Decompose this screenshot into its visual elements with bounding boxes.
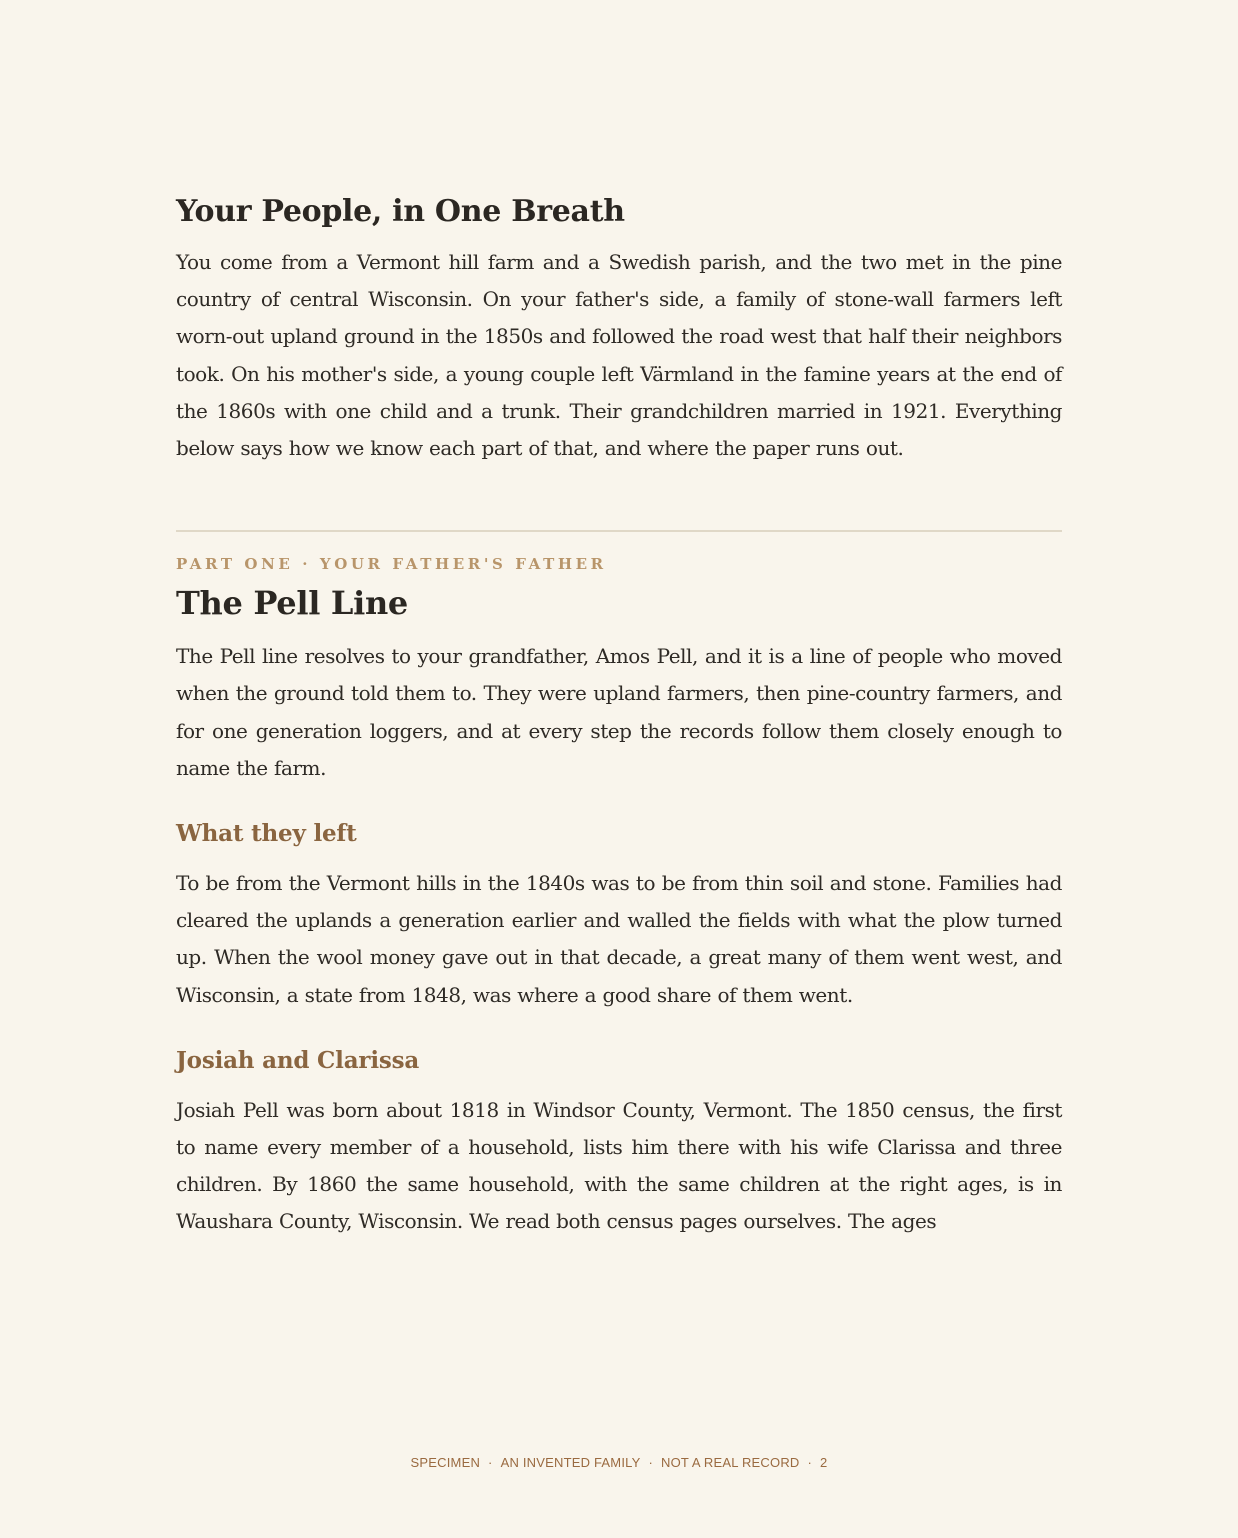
footer-separator: · xyxy=(807,1455,813,1470)
footer-invented-family: AN INVENTED FAMILY xyxy=(500,1455,641,1470)
subsection-heading-what-they-left: What they left xyxy=(176,820,357,848)
part-eyebrow: PART ONE · YOUR FATHER'S FATHER xyxy=(176,555,607,574)
footer-specimen: SPECIMEN xyxy=(410,1455,481,1470)
summary-title: Your People, in One Breath xyxy=(176,194,625,229)
footer-separator: · xyxy=(648,1455,653,1470)
subsection-paragraph-josiah-and-clarissa: Josiah Pell was born about 1818 in Windsor County, Vermont. The 1850 census, the first to name every member of a household, lists him there with his wife Clarissa and three children. By 1860 the same household, with the same children at the right ages, is in Waushara County, Wisconsin. We read both census pages ourselves. The ages xyxy=(176,1097,1062,1234)
footer-not-real-record: NOT A REAL RECORD xyxy=(661,1455,800,1470)
summary-paragraph: You come from a Vermont hill farm and a Swedish parish, and the two met in the pine country of central Wisconsin. On your father's side, a family of stone-wall farmers left worn-out upland ground in the 1850s and followed the road west that half their neighbors took. On his mother's side, a young couple left Värmland in the famine years at the end of the 1860s with one child and a trunk. Their grandchildren married in 1921. Everything below says how we know each part of that, and where the paper runs out. xyxy=(176,250,1062,461)
subsection-heading-josiah-and-clarissa: Josiah and Clarissa xyxy=(176,1046,420,1074)
footer-separator: · xyxy=(488,1455,493,1470)
page-number: 2 xyxy=(820,1455,828,1470)
subsection-paragraph-what-they-left: To be from the Vermont hills in the 1840s was to be from thin soil and stone. Families had cleared the uplands a generation earlier and walled the fields with what the plow turned up. When the wool money gave out in that decade, a great many of them went west, and Wisconsin, a state from 1848, was where a good share of them went. xyxy=(176,871,1062,1007)
page-footer xyxy=(0,1455,1238,1470)
section-divider xyxy=(176,530,1062,532)
document-page xyxy=(176,190,1062,1241)
part-title: The Pell Line xyxy=(176,584,408,623)
part-intro-paragraph: The Pell line resolves to your grandfather, Amos Pell, and it is a line of people who moved when the ground told them to. They were upland farmers, then pine-country farmers, and for one generation loggers, and at every step the records follow them closely enough to name the farm. xyxy=(176,644,1062,780)
